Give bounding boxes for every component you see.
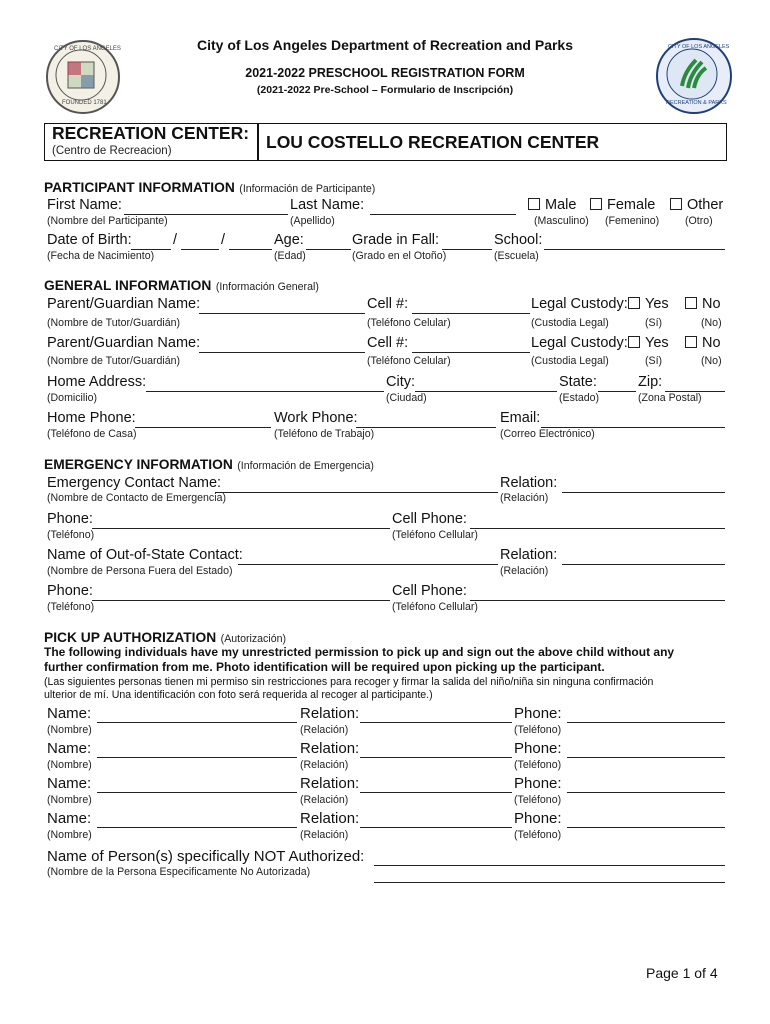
custody-label: Legal Custody: [531, 335, 628, 351]
emergency-relation-field[interactable] [562, 492, 725, 493]
no-label-es: (No) [701, 317, 722, 329]
not-authorized-label-es: (Nombre de la Persona Especificamente No Autorizada) [47, 866, 311, 878]
pickup-relation-label: Relation: [300, 775, 360, 792]
recreation-center-value[interactable]: LOU COSTELLO RECREATION CENTER [266, 132, 600, 152]
city-label-es: (Ciudad) [386, 392, 427, 404]
pickup-name-label: Name: [47, 705, 92, 722]
pickup-relation-label-es: (Relación) [300, 829, 349, 841]
work-phone-field[interactable] [356, 427, 496, 428]
custody-label: Legal Custody: [531, 296, 628, 312]
first-name-label: First Name: [47, 197, 122, 213]
state-label: State: [559, 374, 597, 390]
pickup-name-field-4[interactable] [97, 827, 297, 828]
dob-label: Date of Birth: [47, 232, 132, 248]
parent-cell-field-1[interactable] [412, 313, 530, 314]
yes-label-es: (Sí) [645, 317, 663, 329]
seal-bottom-text: RECREATION & PARKS [666, 100, 727, 106]
pickup-name-field-1[interactable] [97, 722, 297, 723]
pickup-name-label-es: (Nombre) [47, 724, 92, 736]
pickup-name-label-es: (Nombre) [47, 794, 92, 806]
state-field[interactable] [598, 391, 636, 392]
pickup-relation-label: Relation: [300, 740, 360, 757]
other-label-es: (Otro) [685, 215, 713, 227]
emergency-cell-label: Cell Phone: [392, 511, 467, 527]
parent-name-label: Parent/Guardian Name: [47, 296, 201, 312]
page-number: Page 1 of 4 [646, 965, 718, 981]
not-authorized-field-2[interactable] [374, 882, 725, 883]
city-field[interactable] [415, 391, 557, 392]
not-authorized-field-1[interactable] [374, 865, 725, 866]
home-phone-label: Home Phone: [47, 410, 136, 426]
age-label-es: (Edad) [274, 250, 306, 262]
custody-yes-checkbox-2[interactable]: Yes [628, 335, 669, 351]
home-address-label: Home Address: [47, 374, 147, 390]
dob-label-es: (Fecha de Nacimiento) [47, 250, 155, 262]
out-of-state-relation-label: Relation: [500, 547, 558, 563]
emergency-relation-label-es: (Relación) [500, 492, 549, 504]
dob-year-field[interactable] [229, 249, 272, 250]
pickup-statement-line-1: The following individuals have my unrestricted permission to pick up and sign out the above child without any [44, 645, 675, 659]
cell-label: Cell #: [367, 296, 409, 312]
female-label-es: (Femenino) [605, 215, 660, 227]
cell-label: Cell #: [367, 335, 409, 351]
last-name-label: Last Name: [290, 197, 365, 213]
pickup-relation-field-3[interactable] [360, 792, 512, 793]
pickup-phone-field-2[interactable] [567, 757, 725, 758]
custody-no-checkbox-1[interactable]: No [685, 296, 721, 312]
city-label: City: [386, 374, 415, 390]
home-address-field[interactable] [146, 391, 384, 392]
home-address-label-es: (Domicilio) [47, 392, 98, 404]
no-label-es: (No) [701, 355, 722, 367]
zip-label: Zip: [638, 374, 663, 390]
age-field[interactable] [306, 249, 351, 250]
pickup-phone-label: Phone: [514, 810, 562, 827]
parent-name-label-es: (Nombre de Tutor/Guardián) [47, 355, 181, 367]
parent-name-field-1[interactable] [199, 313, 365, 314]
email-label-es: (Correo Electrónico) [500, 428, 595, 440]
pickup-phone-label: Phone: [514, 740, 562, 757]
state-label-es: (Estado) [559, 392, 600, 404]
cell-label-es: (Teléfono Celular) [367, 317, 451, 329]
emergency-heading: EMERGENCY INFORMATION (Información de Emergencia) [44, 457, 374, 472]
out-of-state-field[interactable] [238, 564, 498, 565]
pickup-name-label: Name: [47, 775, 92, 792]
pickup-relation-label: Relation: [300, 810, 360, 827]
out-of-state-cell-label: Cell Phone: [392, 583, 467, 599]
custody-no-checkbox-2[interactable]: No [685, 335, 721, 351]
pickup-name-label: Name: [47, 810, 92, 827]
out-of-state-label: Name of Out-of-State Contact: [47, 547, 243, 563]
pickup-phone-label: Phone: [514, 705, 562, 722]
pickup-name-label-es: (Nombre) [47, 759, 92, 771]
out-of-state-phone-field[interactable] [92, 600, 390, 601]
pickup-name-field-3[interactable] [97, 792, 297, 793]
male-label-es: (Masculino) [534, 215, 589, 227]
custody-yes-checkbox-1[interactable]: Yes [628, 296, 669, 312]
dob-slash: / [173, 232, 178, 248]
form-subtitle: (2021-2022 Pre-School – Formulario de Inscripción) [256, 84, 514, 96]
out-of-state-relation-field[interactable] [562, 564, 725, 565]
work-phone-label-es: (Teléfono de Trabajo) [274, 428, 375, 440]
pickup-statement-es-line-1: (Las siguientes personas tienen mi permiso sin restricciones para recoger y firmar la salida del niño/niña sin ninguna confirmación [44, 676, 654, 688]
recreation-center-label: RECREATION CENTER: [52, 123, 250, 143]
participant-heading: PARTICIPANT INFORMATION (Información de Participante) [44, 180, 376, 195]
form-title: 2021-2022 PRESCHOOL REGISTRATION FORM [245, 66, 525, 80]
pickup-phone-label-es: (Teléfono) [514, 724, 562, 736]
last-name-field[interactable] [370, 214, 516, 215]
home-phone-field[interactable] [135, 427, 271, 428]
school-label-es: (Escuela) [494, 250, 539, 262]
parent-name-label-es: (Nombre de Tutor/Guardián) [47, 317, 181, 329]
email-label: Email: [500, 410, 541, 426]
recreation-center-label-es: (Centro de Recreacion) [52, 145, 172, 157]
out-of-state-label-es: (Nombre de Persona Fuera del Estado) [47, 565, 233, 577]
emergency-phone-field[interactable] [92, 528, 390, 529]
home-phone-label-es: (Teléfono de Casa) [47, 428, 137, 440]
gender-other-checkbox[interactable]: Other [670, 197, 723, 213]
grade-field[interactable] [442, 249, 492, 250]
parent-cell-field-2[interactable] [412, 352, 530, 353]
emergency-cell-field[interactable] [470, 528, 725, 529]
out-of-state-cell-field[interactable] [470, 600, 725, 601]
grade-label: Grade in Fall: [352, 232, 440, 248]
emergency-phone-label: Phone: [47, 511, 93, 527]
pickup-phone-field-3[interactable] [567, 792, 725, 793]
yes-label-es: (Sí) [645, 355, 663, 367]
pickup-statement-line-2: further confirmation from me. Photo identification will be required upon picking up the participant. [44, 660, 605, 674]
pickup-relation-label: Relation: [300, 705, 360, 722]
school-label: School: [494, 232, 543, 248]
pickup-relation-field-4[interactable] [360, 827, 512, 828]
custody-label-es: (Custodia Legal) [531, 317, 609, 329]
emergency-contact-label: Emergency Contact Name: [47, 475, 222, 491]
parent-name-field-2[interactable] [199, 352, 365, 353]
pickup-name-label: Name: [47, 740, 92, 757]
zip-label-es: (Zona Postal) [638, 392, 702, 404]
parent-name-label: Parent/Guardian Name: [47, 335, 201, 351]
pickup-phone-label: Phone: [514, 775, 562, 792]
emergency-contact-field[interactable] [215, 492, 498, 493]
age-label: Age: [274, 232, 304, 248]
seal-top-text: CITY OF LOS ANGELES [668, 44, 730, 50]
pickup-relation-label-es: (Relación) [300, 724, 349, 736]
work-phone-label: Work Phone: [274, 410, 358, 426]
gender-female-checkbox[interactable]: Female [590, 197, 655, 213]
gender-male-checkbox[interactable]: Male [528, 197, 576, 213]
pickup-phone-label-es: (Teléfono) [514, 829, 562, 841]
dob-day-field[interactable] [181, 249, 219, 250]
out-of-state-relation-label-es: (Relación) [500, 565, 549, 577]
pickup-relation-field-1[interactable] [360, 722, 512, 723]
school-field[interactable] [544, 249, 725, 250]
pickup-relation-label-es: (Relación) [300, 759, 349, 771]
emergency-relation-label: Relation: [500, 475, 558, 491]
general-heading: GENERAL INFORMATION (Información General) [44, 278, 319, 293]
grade-label-es: (Grado en el Otoño) [352, 250, 447, 262]
emergency-contact-label-es: (Nombre de Contacto de Emergencia) [47, 492, 227, 504]
emergency-cell-label-es: (Teléfono Cellular) [392, 529, 478, 541]
pickup-phone-label-es: (Teléfono) [514, 759, 562, 771]
pickup-phone-field-1[interactable] [567, 722, 725, 723]
pickup-relation-label-es: (Relación) [300, 794, 349, 806]
dob-slash: / [221, 232, 226, 248]
pickup-heading: PICK UP AUTHORIZATION (Autorización) [44, 630, 287, 645]
pickup-name-label-es: (Nombre) [47, 829, 92, 841]
pickup-name-field-2[interactable] [97, 757, 297, 758]
last-name-label-es: (Apellido) [290, 215, 335, 227]
custody-label-es: (Custodia Legal) [531, 355, 609, 367]
pickup-phone-label-es: (Teléfono) [514, 794, 562, 806]
pickup-statement-es-line-2: ulterior de mí. Una identificación con foto será requerida al recoger al participante.) [44, 689, 433, 701]
seal-top-text: CITY OF LOS ANGELES [54, 46, 121, 52]
pickup-phone-field-4[interactable] [567, 827, 725, 828]
first-name-label-es: (Nombre del Participante) [47, 215, 168, 227]
seal-bottom-text: FOUNDED 1781 [62, 100, 107, 106]
out-of-state-cell-label-es: (Teléfono Cellular) [392, 601, 478, 613]
pickup-relation-field-2[interactable] [360, 757, 512, 758]
out-of-state-phone-label: Phone: [47, 583, 93, 599]
cell-label-es: (Teléfono Celular) [367, 355, 451, 367]
org-name: City of Los Angeles Department of Recreation and Parks [196, 37, 573, 53]
emergency-phone-label-es: (Teléfono) [47, 529, 95, 541]
out-of-state-phone-label-es: (Teléfono) [47, 601, 95, 613]
not-authorized-label: Name of Person(s) specifically NOT Authorized: [47, 848, 365, 865]
